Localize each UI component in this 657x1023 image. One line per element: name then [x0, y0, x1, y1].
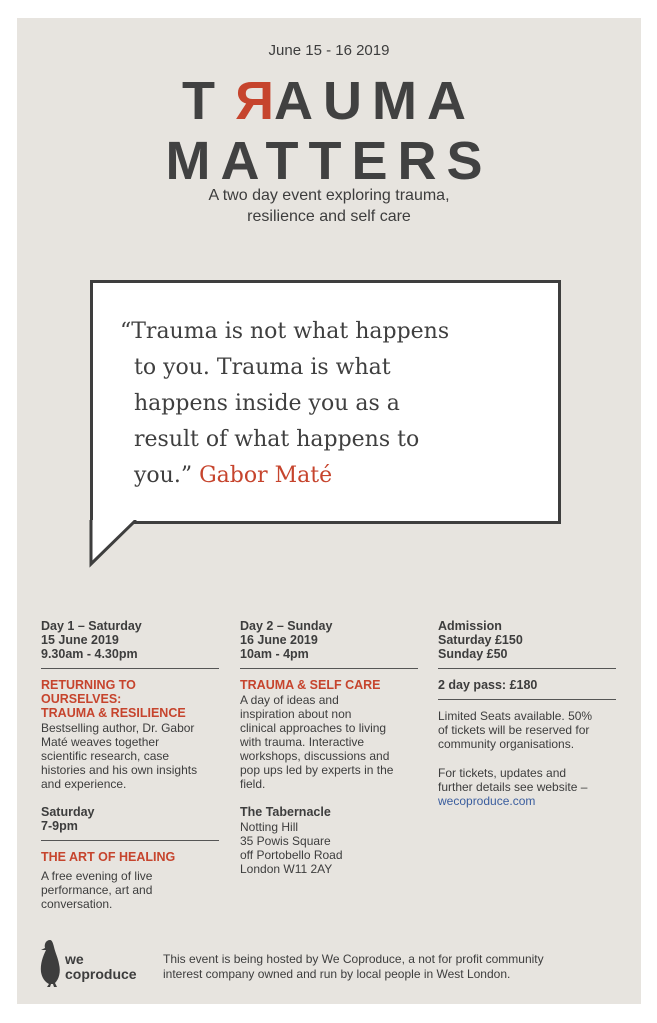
info-line: For tickets, updates and [438, 766, 567, 780]
footer-description [163, 952, 613, 982]
desc-line: pop ups led by experts in the [240, 763, 394, 777]
address-line: London W11 2AY [240, 862, 333, 876]
desc-line: Bestselling author, Dr. Gabor [41, 721, 195, 735]
title-line-1 [17, 71, 641, 131]
admission-heading: Admission [438, 619, 502, 633]
day2-time: 10am - 4pm [240, 647, 309, 661]
title-line-2: MATTERS [165, 131, 493, 191]
limited-seats-note [438, 709, 616, 751]
desc-line: conversation. [41, 897, 113, 911]
website-link[interactable]: wecoproduce.com [438, 794, 536, 808]
desc-line: performance, art and [41, 883, 153, 897]
note-line: community organisations. [438, 737, 575, 751]
event-subtitle [17, 185, 641, 227]
day1-session-title: RETURNING TO OURSELVES: [41, 678, 136, 706]
quote-line: happens inside you as a [134, 391, 400, 416]
venue-name: The Tabernacle [240, 805, 331, 819]
day2-session-title: TRAUMA & SELF CARE [240, 678, 381, 692]
quote-line: “Trauma is not what happens [120, 319, 450, 344]
tickets-info [438, 766, 616, 808]
desc-line: clinical approaches to living [240, 721, 387, 735]
evening-title: THE ART OF HEALING [41, 850, 176, 864]
quote-line: result of what happens to [134, 427, 420, 452]
quote-text [120, 314, 550, 494]
day2-heading: Day 2 – Sunday [240, 619, 333, 633]
note-line: of tickets will be reserved for [438, 723, 590, 737]
divider [41, 840, 219, 841]
title-t: T [182, 71, 225, 131]
admission-column [438, 619, 616, 808]
day2-date: 16 June 2019 [240, 633, 318, 647]
desc-line: inspiration about non [240, 707, 352, 721]
logo-line: coproduce [65, 966, 137, 982]
desc-line: field. [240, 777, 266, 791]
address-line: Notting Hill [240, 820, 299, 834]
desc-line: scientific research, case [41, 749, 170, 763]
address-line: 35 Powis Square [240, 834, 331, 848]
quote-line [120, 458, 550, 494]
divider [438, 699, 616, 700]
title-reversed-r: R [225, 71, 274, 131]
desc-line: A day of ideas and [240, 693, 339, 707]
venue-address [240, 820, 418, 876]
divider [240, 668, 418, 669]
subtitle-line-2: resilience and self care [247, 208, 411, 225]
day1-heading: Day 1 – Saturday [41, 619, 142, 633]
sunday-price: Sunday £50 [438, 647, 508, 661]
bird-logo-icon [37, 938, 65, 988]
company-logo-text [65, 952, 137, 982]
event-date: June 15 - 16 2019 [268, 42, 390, 59]
evening-time: 7-9pm [41, 819, 78, 833]
quote-author: Gabor Maté [199, 463, 333, 488]
title-auma: AUMA [274, 71, 476, 131]
two-day-pass-price: 2 day pass: £180 [438, 678, 538, 692]
divider [41, 668, 219, 669]
speech-bubble-tail-icon [88, 520, 148, 570]
spacer [240, 791, 418, 805]
info-line: further details see website – [438, 780, 588, 794]
day2-description [240, 693, 418, 791]
day1-session-title: TRAUMA & RESILIENCE [41, 706, 186, 720]
day1-description [41, 721, 219, 791]
footer-line: interest company owned and run by local people in West London. [163, 967, 511, 981]
quote-end: you.” [134, 463, 193, 488]
event-poster [17, 18, 641, 1004]
evening-heading: Saturday [41, 805, 95, 819]
address-line: off Portobello Road [240, 848, 343, 862]
day2-column [240, 619, 418, 876]
desc-line: with trauma. Interactive [240, 735, 365, 749]
note-line: Limited Seats available. 50% [438, 709, 593, 723]
desc-line: Maté weaves together [41, 735, 160, 749]
desc-line: workshops, discussions and [240, 749, 390, 763]
day1-time: 9.30am - 4.30pm [41, 647, 138, 661]
logo-line: we [65, 951, 84, 967]
desc-line: histories and his own insights [41, 763, 198, 777]
evening-description [41, 869, 219, 911]
day1-column [41, 619, 219, 911]
quote-line: to you. Trauma is what [134, 355, 391, 380]
subtitle-line-1: A two day event exploring trauma, [208, 187, 450, 204]
desc-line: and experience. [41, 777, 127, 791]
saturday-price: Saturday £150 [438, 633, 523, 647]
day1-date: 15 June 2019 [41, 633, 119, 647]
divider [438, 668, 616, 669]
spacer [438, 751, 616, 765]
spacer [41, 791, 219, 805]
desc-line: A free evening of live [41, 869, 153, 883]
footer-line: This event is being hosted by We Coproduce, a not for profit community [163, 952, 544, 966]
